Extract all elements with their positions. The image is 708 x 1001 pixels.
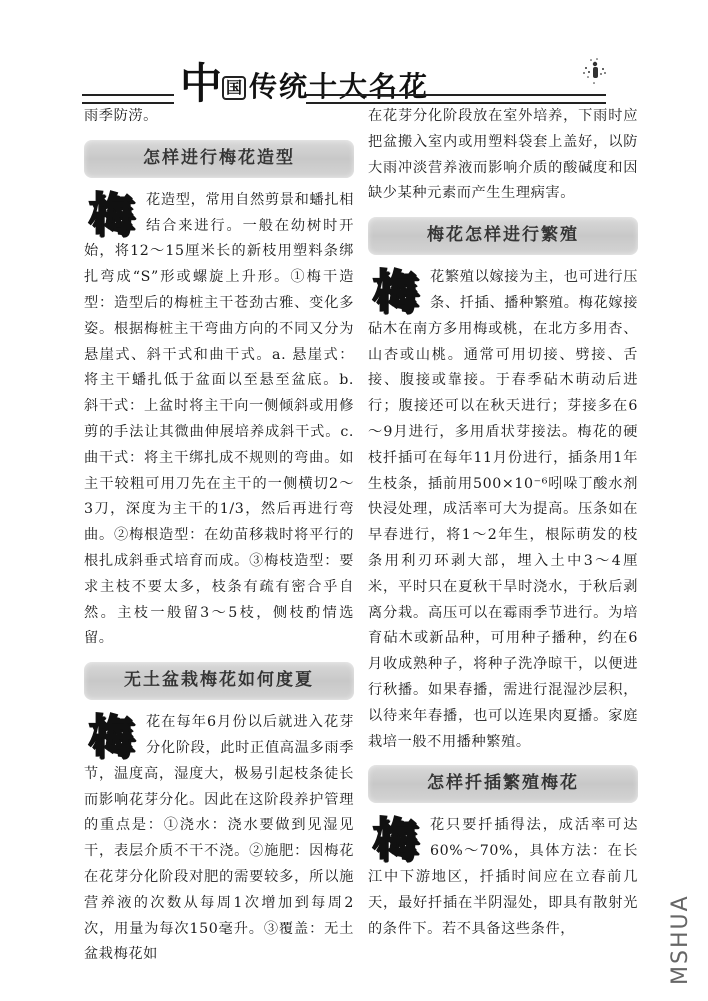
right-column	[368, 104, 638, 942]
bee-icon	[578, 56, 612, 95]
dropcap: 梅	[372, 266, 418, 318]
dropcap: 梅	[372, 814, 418, 866]
header-title-rest: 传统十大名花	[249, 70, 430, 103]
header-rule-right	[306, 94, 606, 104]
right-lead-text: 在花芽分化阶段放在室外培养，下雨时应把盆搬入室内或用塑料袋套上盖好，以防大雨冲淡营养液而影响介质的酸碱度和因缺少某种元素而产生生理病害。	[368, 108, 638, 202]
section-body-plum-shaping	[84, 188, 354, 652]
dropcap: 梅	[88, 711, 134, 763]
header-title-boxed-char: 国	[222, 76, 246, 100]
section-body-soilless-summer	[84, 710, 354, 968]
section-body-text: 花繁殖以嫁接为主，也可进行压条、扦插、播种繁殖。梅花嫁接砧木在南方多用梅或桃，在北方多用杏、山杏或山桃。通常可用切接、劈接、舌接、腹接或靠接。于春季砧木萌动后进行；腹接还可以在秋天进行；芽接多在6～9月进行，多用盾状芽接法。梅花的硬枝扦插可在每年11月份进行，插条用1年生枝条，插前用500×10⁻⁶吲哚丁酸水剂快浸处理，成活率可大为提高。压条如在早春进行，将1～2年生，根际萌发的枝条用利刃环剥大部，埋入土中3～4厘米，平时只在夏秋干旱时浇水，于秋后剥离分栽。高压可以在霉雨季节进行。为培育砧木或新品种，可用种子播种，约在6月收成熟种子，将种子洗净晾干，以便进行秋播。如果春播，需进行混湿沙层积，以待来年春播，也可以连果肉夏播。家庭栽培一般不用播种繁殖。	[368, 269, 638, 750]
section-title-plum-propagation: 梅花怎样进行繁殖	[368, 217, 638, 255]
left-column	[84, 104, 354, 968]
section-body-cutting-propagation	[368, 813, 638, 942]
left-lead-text: 雨季防涝。	[84, 108, 158, 124]
section-body-text: 花只要扦插得法，成活率可达60%～70%，具体方法：在长江中下游地区，扦插时间应在立春前几天，最好扦插在半阴湿处，即具有散射光的条件下。若不具备这些条件，	[368, 817, 638, 937]
section-title-plum-shaping: 怎样进行梅花造型	[84, 140, 354, 178]
header-rule-left	[82, 94, 174, 104]
section-body-text: 花造型，常用自然剪景和蟠扎相结合来进行。一般在幼树时开始，将12～15厘米长的新枝用塑料条绑扎弯成“S”形或螺旋上升形。①梅干造型：造型后的梅桩主干苍劲古雅、变化多姿。根据梅桩主干弯曲方向的不同又分为悬崖式、斜干式和曲干式。a. 悬崖式：将主干蟠扎低于盆面以至悬至盆底。b. 斜干式：上盆时将主干向一侧倾斜或用修剪的手法让其微曲伸展培养成斜干式。c. 曲干式：将主干绑扎成不规则的弯曲。如主干较粗可用刀先在主干的一侧横切2～3刀，深度为主干的1/3，然后再进行弯曲。②梅根造型：在幼苗移栽时将平行的根扎成斜垂式培育而成。③梅枝造型：要求主枝不要太多，枝条有疏有密合乎自然。主枝一般留3～5枝，侧枝酌情选留。	[84, 191, 354, 647]
section-title-soilless-summer: 无土盆栽梅花如何度夏	[84, 662, 354, 700]
section-body-text: 花在每年6月份以后就进入花芽分化阶段，此时正值高温多雨季节，温度高，湿度大，极易引起枝条徒长而影响花芽分化。因此在这阶段养护管理的重点是：①浇水：浇水要做到见湿见干，表层介质不干不浇。②施肥：因梅花在花芽分化阶段对肥的需要较多，所以施营养液的次数从每周1次增加到每周2次，用量为每次150毫升。③覆盖：无土盆栽梅花如	[84, 714, 354, 963]
watermark: MSHUA	[668, 894, 693, 985]
section-body-plum-propagation	[368, 265, 638, 755]
dropcap: 梅	[88, 188, 134, 240]
page-header	[60, 52, 660, 110]
header-title-big-char: 中	[180, 59, 221, 108]
section-title-cutting-propagation: 怎样扦插繁殖梅花	[368, 765, 638, 803]
